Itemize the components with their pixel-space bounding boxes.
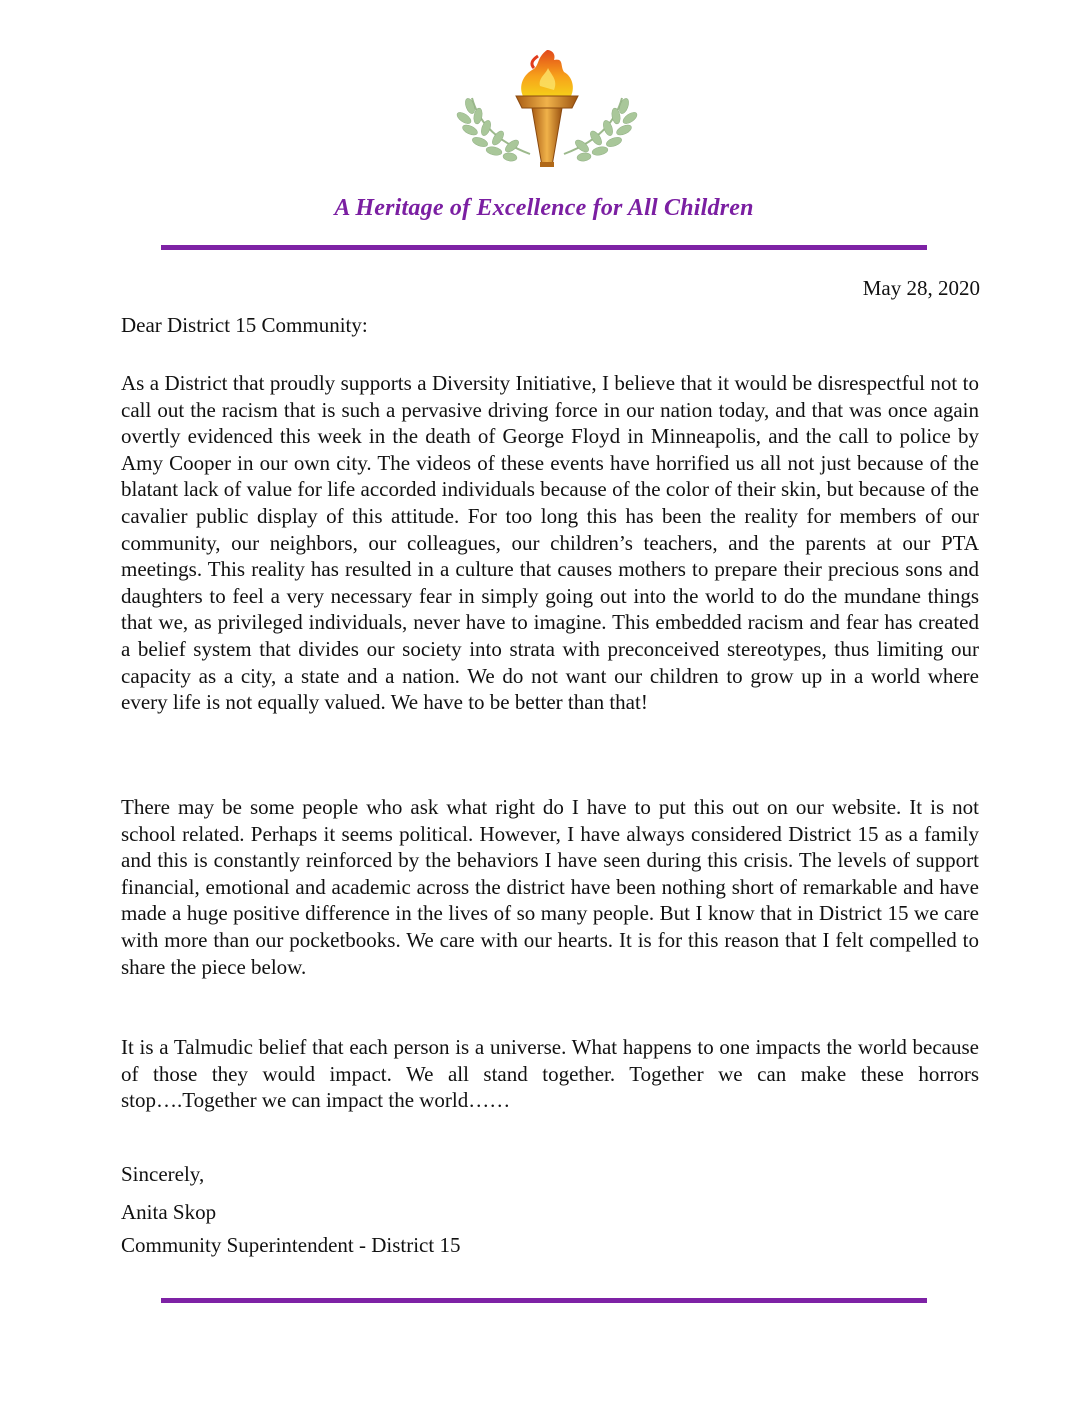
letter-date: May 28, 2020 xyxy=(862,276,980,300)
torch-with-laurel-icon xyxy=(452,46,642,171)
paragraph: There may be some people who ask what right do I have to put this out on our website. It is not school related. Perhaps it seems political. However, I have always considered District 15 as a family and this is constantly reinforced by the behaviors I have seen during this crisis. The levels of support financial, emotional and academic across the district have been nothing short of remarkable and have made a huge positive difference in the lives of so many people. But I know that in District 15 we care with more than our pocketbooks. We care with our hearts. It is for this reason that I felt compelled to share the piece below. xyxy=(121,795,979,979)
salutation: Dear District 15 Community: xyxy=(121,313,368,337)
paragraph: It is a Talmudic belief that each person is a universe. What happens to one impacts the world because of those they would impact. We all stand together. Together we can make these horrors stop….Together we can impact the world…… xyxy=(121,1035,979,1113)
signer-name: Anita Skop xyxy=(121,1200,217,1224)
paragraph: As a District that proudly supports a Diversity Initiative, I believe that it would be disrespectful not to call out the racism that is such a pervasive driving force in our nation today, and that was once again overtly evidenced this week in the death of George Floyd in Minneapolis, and the call to police by Amy Cooper in our own city. The videos of these events have horrified us all not just because of the blatant lack of value for life accorded individuals because of the color of their skin, but because of the cavalier public display of this attitude. For too long this has been the reality for members of our community, our neighbors, our colleagues, our children’s teachers, and the parents at our PTA meetings. This reality has resulted in a culture that causes mothers to prepare their precious sons and daughters to feel a very necessary fear in simply going out into the world to do the mundane things that we, as privileged individuals, never have to imagine. This embedded racism and fear has created a belief system that divides our society into strata with preconceived stereotypes, thus limiting our capacity as a city, a state and a nation. We do not want our children to grow up in a world where every life is not equally valued. We have to be better than that! xyxy=(121,371,979,715)
closing: Sincerely, xyxy=(121,1162,205,1186)
signer-title: Community Superintendent - District 15 xyxy=(121,1233,461,1257)
tagline: A Heritage of Excellence for All Children xyxy=(334,195,754,221)
header-divider xyxy=(161,245,927,250)
footer-divider xyxy=(161,1298,927,1303)
